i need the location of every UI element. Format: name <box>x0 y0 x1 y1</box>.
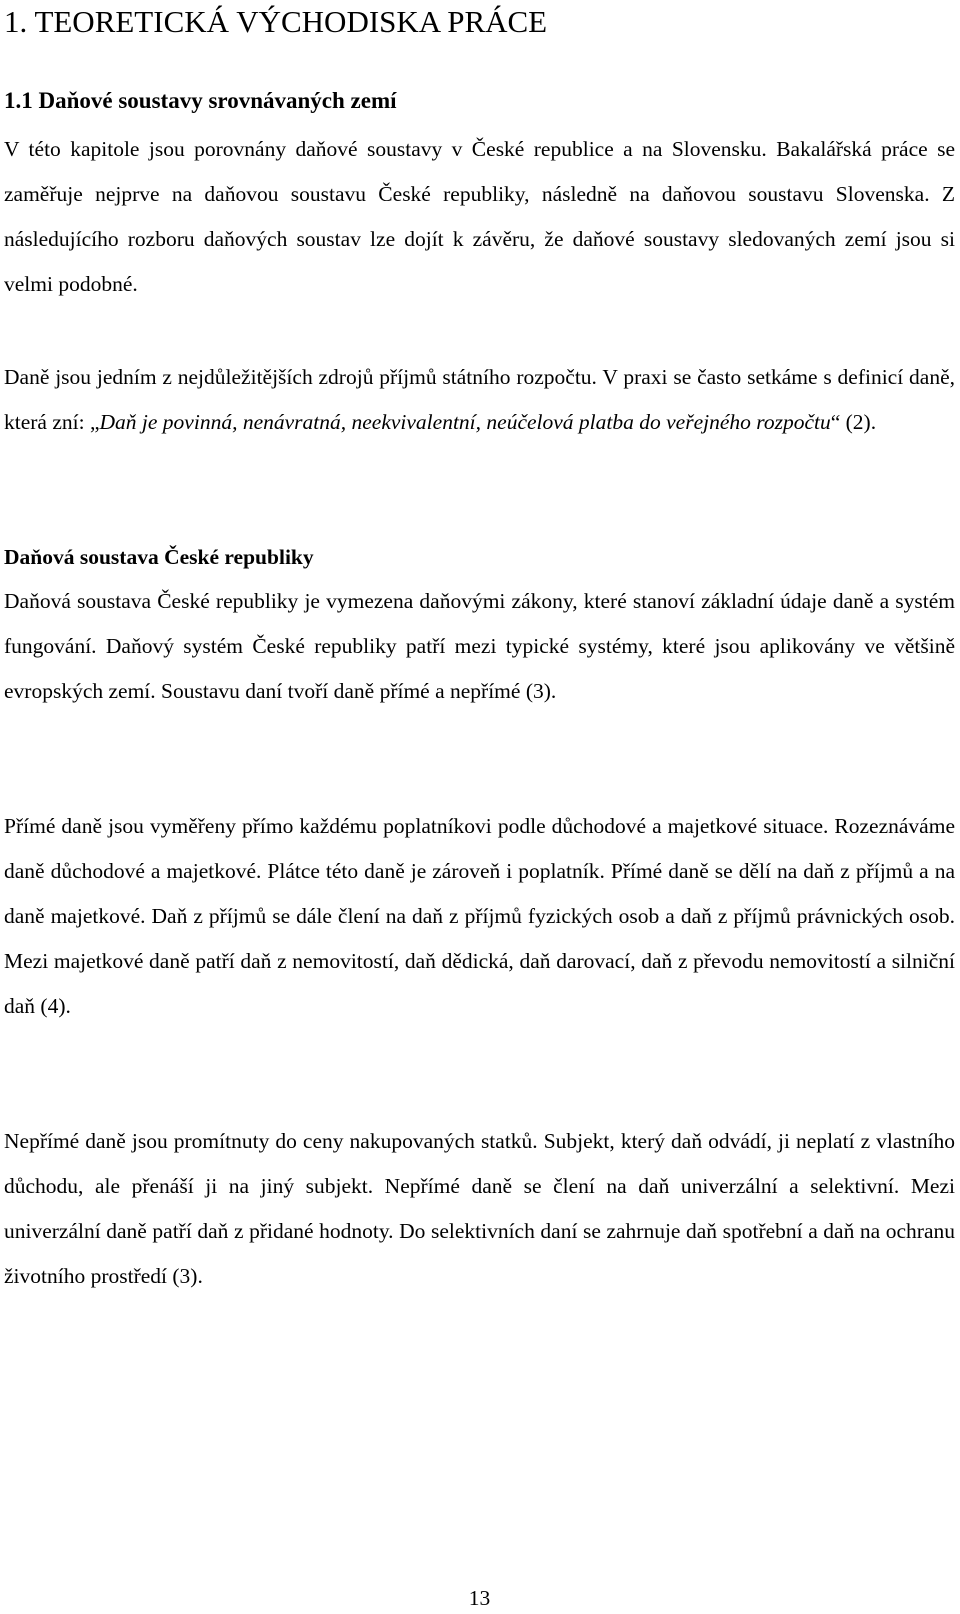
paragraph-intro: V této kapitole jsou porovnány daňové soustavy v České republice a na Slovensku. Bakalářská práce se zaměřuje nejprve na daňovou soustavu České republiky, následně na daňovou soustavu Slovenska. Z následujícího rozboru daňových soustav lze dojít k závěru, že daňové soustavy sledovaných zemí jsou si velmi podobné. <box>4 137 955 296</box>
paragraph-indirect-taxes: Nepřímé daně jsou promítnuty do ceny nakupovaných statků. Subjekt, který daň odvádí, ji neplatí z vlastního důchodu, ale přenáší ji na jiný subjekt. Nepřímé daně se člení na daň univerzální a selektivní. Mezi univerzální daně patří daň z přidané hodnoty. Do selektivních daní se zahrnuje daň spotřební a daň na ochranu životního prostředí (3). <box>4 1129 955 1288</box>
subheading-czech-republic: Daňová soustava České republiky <box>4 545 314 569</box>
document-page <box>4 0 955 1614</box>
chapter-heading: 1. TEORETICKÁ VÝCHODISKA PRÁCE <box>4 4 548 39</box>
paragraph-czech-tax-system: Daňová soustava České republiky je vymezena daňovými zákony, které stanoví základní údaje daně a systém fungování. Daňový systém České republiky patří mezi typické systémy, které jsou aplikovány ve většině evropských zemí. Soustavu daní tvoří daně přímé a nepřímé (3). <box>4 589 955 703</box>
page-number: 13 <box>468 1586 491 1610</box>
definition-citation: “ (2). <box>830 410 877 434</box>
definition-quote: Daň je povinná, nenávratná, neekvivalentní, neúčelová platba do veřejného rozpočtu <box>99 410 831 434</box>
paragraph-definition <box>4 355 955 445</box>
definition-text: Daně jsou jedním z nejdůležitějších zdrojů příjmů státního rozpočtu. V praxi se často setkáme s definicí daně, která zní: „ <box>4 365 955 434</box>
section-heading: 1.1 Daňové soustavy srovnávaných zemí <box>4 88 397 113</box>
paragraph-direct-taxes: Přímé daně jsou vyměřeny přímo každému poplatníkovi podle důchodové a majetkové situace. Rozeznáváme daně důchodové a majetkové. Plátce této daně je zároveň i poplatník. Přímé daně se dělí na daň z příjmů a na daně majetkové. Daň z příjmů se dále člení na daň z příjmů fyzických osob a daň z příjmů právnických osob. Mezi majetkové daně patří daň z nemovitostí, daň dědická, daň darovací, daň z převodu nemovitostí a silniční daň (4). <box>4 814 955 1018</box>
